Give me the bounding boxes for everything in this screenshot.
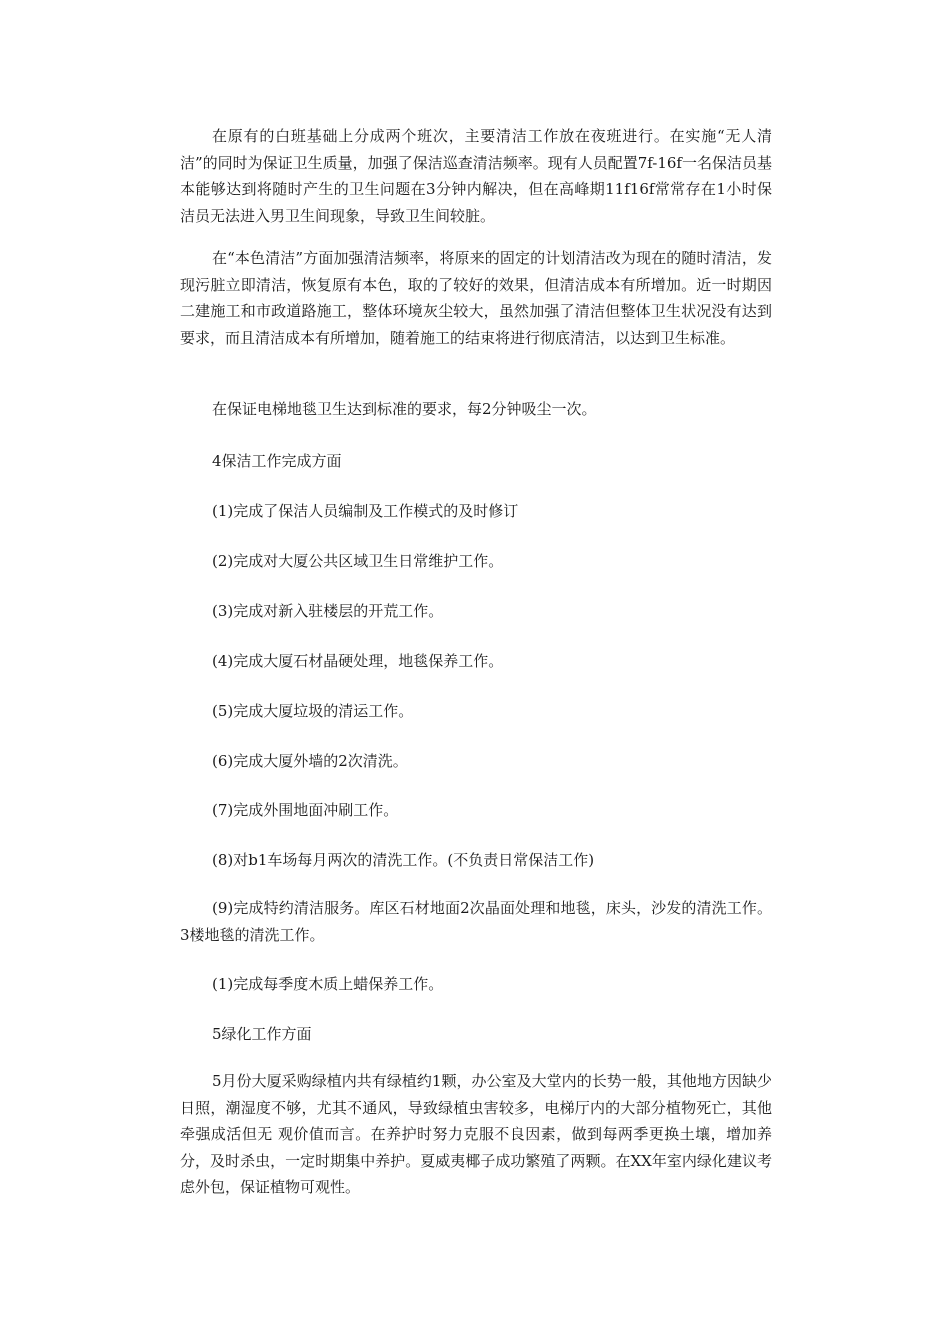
paragraph-greening-details: 5月份大厦采购绿植内共有绿植约1颗，办公室及大堂内的长势一般，其他地方因缺少日照，潮湿度不够，尤其不通风，导致绿植虫害较多，电梯厅内的大部分植物死亡，其他牵强成活但无 观价值而言。在养护时努力克服不良因素，做到每两季更换土壤，增加养分，及时杀虫，一定时期集中养护。夏威夷椰子成功繁殖了两颗。在XX年室内绿化建议考虑外包，保证植物可观性。 — [180, 1072, 772, 1196]
list-item: (3)完成对新入驻楼层的开荒工作。 — [212, 602, 444, 620]
list-item: (5)完成大厦垃圾的清运工作。 — [212, 702, 414, 720]
section-heading-greening: 5绿化工作方面 — [212, 1025, 312, 1043]
list-item: (6)完成大厦外墙的2次清洗。 — [212, 752, 408, 770]
list-item: (1)完成了保洁人员编制及工作模式的及时修订 — [212, 502, 519, 520]
list-item: (1)完成每季度木质上蜡保养工作。 — [212, 975, 444, 993]
section-heading-cleaning-completion: 4保洁工作完成方面 — [212, 452, 342, 470]
list-item: (7)完成外围地面冲刷工作。 — [212, 801, 399, 819]
list-item: (2)完成对大厦公共区域卫生日常维护工作。 — [212, 552, 504, 570]
list-item: (8)对b1车场每月两次的清洗工作。(不负责日常保洁工作) — [212, 851, 595, 869]
list-item: (9)完成特约清洁服务。库区石材地面2次晶面处理和地毯，床头，沙发的清洗工作。3楼地毯的清洗工作。 — [180, 899, 772, 944]
paragraph-elevator-carpet: 在保证电梯地毯卫生达到标准的要求，每2分钟吸尘一次。 — [212, 400, 597, 418]
paragraph-color-cleaning: 在“本色清洁”方面加强清洁频率，将原来的固定的计划清洁改为现在的随时清洁，发现污脏立即清洁，恢复原有本色，取的了较好的效果，但清洁成本有所增加。近一时期因二建施工和市政道路施工，整体环境灰尘较大，虽然加强了清洁但整体卫生状况没有达到要求，而且清洁成本有所增加，随着施工的结束将进行彻底清洁，以达到卫生标准。 — [180, 249, 772, 347]
list-item: (4)完成大厦石材晶硬处理，地毯保养工作。 — [212, 652, 504, 670]
paragraph-shift-schedule: 在原有的白班基础上分成两个班次，主要清洁工作放在夜班进行。在实施“无人清洁”的同时为保证卫生质量，加强了保洁巡查清洁频率。现有人员配置7f-16f一名保洁员基本能够达到将随时产生的卫生问题在3分钟内解决，但在高峰期11f16f常常存在1小时保洁员无法进入男卫生间现象，导致卫生间较脏。 — [180, 127, 772, 225]
